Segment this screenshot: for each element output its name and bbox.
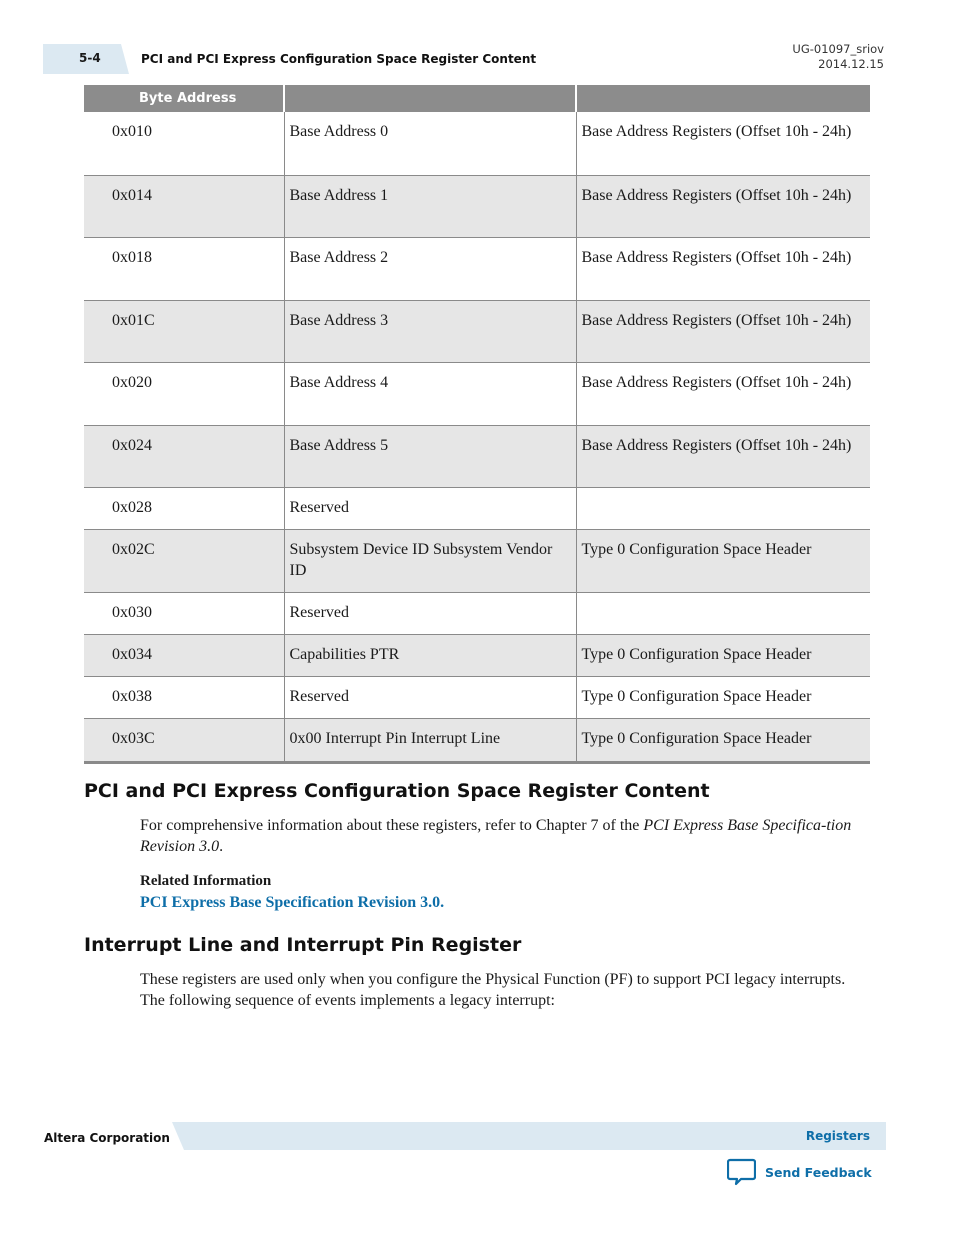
byte-address-cell: 0x014 <box>84 175 284 237</box>
byte-address-cell: 0x028 <box>84 487 284 529</box>
reference-cell <box>576 487 870 529</box>
byte-address-cell: 0x010 <box>84 112 284 175</box>
register-name-cell: Base Address 1 <box>284 175 576 237</box>
section-heading: Interrupt Line and Interrupt Pin Register <box>84 934 522 956</box>
byte-address-cell: 0x034 <box>84 634 284 676</box>
byte-address-cell: 0x03C <box>84 718 284 762</box>
register-name-cell: Reserved <box>284 487 576 529</box>
byte-address-cell: 0x038 <box>84 676 284 718</box>
table-row <box>84 592 870 634</box>
table-row <box>84 718 870 762</box>
table-row <box>84 175 870 237</box>
reference-cell: Base Address Registers (Offset 10h - 24h) <box>576 425 870 487</box>
register-name-cell: Subsystem Device ID Subsystem Vendor ID <box>284 529 576 592</box>
table-row <box>84 529 870 592</box>
reference-cell: Type 0 Configuration Space Header <box>576 676 870 718</box>
paragraph-end: . <box>219 838 224 855</box>
footer-band <box>172 1122 886 1150</box>
reference-cell: Base Address Registers (Offset 10h - 24h) <box>576 362 870 425</box>
section-heading: PCI and PCI Express Configuration Space Register Content <box>84 780 710 802</box>
doc-info <box>792 42 884 72</box>
table-row <box>84 425 870 487</box>
reference-cell: Base Address Registers (Offset 10h - 24h) <box>576 300 870 362</box>
reference-cell: Type 0 Configuration Space Header <box>576 529 870 592</box>
byte-address-cell: 0x024 <box>84 425 284 487</box>
table-row <box>84 300 870 362</box>
running-title: PCI and PCI Express Configuration Space Register Content <box>141 52 537 66</box>
register-name-cell: 0x00 Interrupt Pin Interrupt Line <box>284 718 576 762</box>
register-name-cell: Reserved <box>284 592 576 634</box>
related-spec-link[interactable]: PCI Express Base Specification Revision 3.0. <box>140 894 445 911</box>
register-name-cell: Base Address 3 <box>284 300 576 362</box>
send-feedback-button[interactable] <box>727 1158 872 1186</box>
column-header: Byte Address <box>84 85 284 112</box>
table-row <box>84 634 870 676</box>
register-table <box>84 85 870 764</box>
byte-address-cell: 0x030 <box>84 592 284 634</box>
byte-address-cell: 0x02C <box>84 529 284 592</box>
register-name-cell: Base Address 0 <box>284 112 576 175</box>
reference-cell: Base Address Registers (Offset 10h - 24h) <box>576 237 870 300</box>
related-information-label: Related Information <box>140 873 272 889</box>
table-row <box>84 362 870 425</box>
paragraph-text: For comprehensive information about these registers, refer to Chapter 7 of the <box>140 817 644 834</box>
registers-link[interactable]: Registers <box>805 1129 870 1143</box>
byte-address-cell: 0x020 <box>84 362 284 425</box>
column-header <box>284 85 576 112</box>
speech-bubble-icon <box>727 1158 756 1186</box>
spec-title: PCI Express Base Specifica-tion Revision 3.0 <box>140 817 852 855</box>
register-name-cell: Capabilities PTR <box>284 634 576 676</box>
reference-cell: Base Address Registers (Offset 10h - 24h) <box>576 112 870 175</box>
table-header-row <box>84 85 870 112</box>
reference-cell: Type 0 Configuration Space Header <box>576 718 870 762</box>
register-name-cell: Base Address 5 <box>284 425 576 487</box>
table-row <box>84 112 870 175</box>
send-feedback-label: Send Feedback <box>765 1164 872 1180</box>
register-name-cell: Base Address 2 <box>284 237 576 300</box>
section-paragraph: These registers are used only when you configure the Physical Function (PF) to support PCI legacy interrupts. The following sequence of events implements a legacy interrupt: <box>140 971 846 1009</box>
reference-cell <box>576 592 870 634</box>
register-name-cell: Base Address 4 <box>284 362 576 425</box>
column-header <box>576 85 870 112</box>
doc-date: 2014.12.15 <box>818 57 884 71</box>
reference-cell: Type 0 Configuration Space Header <box>576 634 870 676</box>
table-row <box>84 487 870 529</box>
byte-address-cell: 0x018 <box>84 237 284 300</box>
table-row <box>84 676 870 718</box>
table-row <box>84 237 870 300</box>
doc-id: UG-01097_sriov <box>792 42 884 56</box>
register-name-cell: Reserved <box>284 676 576 718</box>
byte-address-cell: 0x01C <box>84 300 284 362</box>
page-number: 5-4 <box>79 51 101 65</box>
section-paragraph <box>140 815 868 857</box>
footer-company: Altera Corporation <box>44 1131 170 1145</box>
reference-cell: Base Address Registers (Offset 10h - 24h) <box>576 175 870 237</box>
